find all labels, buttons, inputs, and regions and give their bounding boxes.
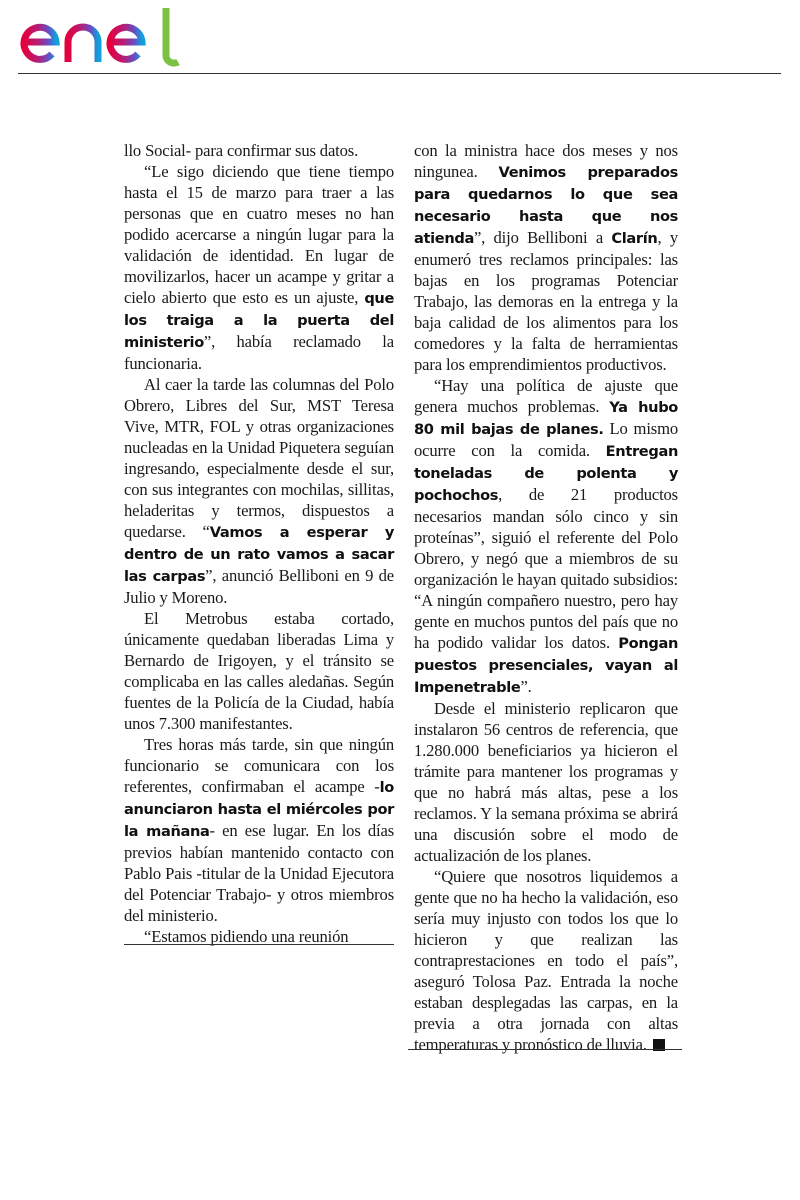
column-end-rule <box>124 944 394 945</box>
highlight-text: Vamos a esperar y dentro de un rato vamos a sacar las carpas <box>124 524 394 585</box>
enel-logo <box>16 2 196 72</box>
highlight-text: Clarín <box>611 230 658 247</box>
paragraph: “Le sigo diciendo que tiene tiempo hasta el 15 de marzo para traer a las personas que en cuatro meses no han podido acercarse a ningún lugar para la validación de identidad. En lugar de movilizarlos, hacer un acampe y gritar a cielo abierto que esto es un ajuste, que los traiga a la puerta del ministerio”, había reclamado la funcionaria. <box>124 162 394 373</box>
paragraph: Desde el ministerio replicaron que instalaron 56 centros de referencia, que 1.280.000 beneficiarios ya hicieron el trámite para mantener los programas y que no habrá más altas, pese a los reclamos. Y la semana próxima se abrirá una discusión sobre el modo de actualización de los planes. <box>414 699 678 865</box>
paragraph: “Hay una política de ajuste que genera muchos problemas. Ya hubo 80 mil bajas de planes. Lo mismo ocurre con la comida. Entregan toneladas de polenta y pochochos, de 21 productos necesarios mandan sólo cinco y sin proteínas”, siguió el referente del Polo Obrero, y negó que a miembros de su organización le hayan quitado subsidios: “A ningún compañero nuestro, pero hay gente en muchos puntos del país que no ha podido validar los datos. Pongan puestos presenciales, vayan al Impenetrable”. <box>414 376 678 696</box>
highlight-text: Pongan puestos presenciales, vayan al Impenetrable <box>414 635 678 696</box>
paragraph: llo Social- para confirmar sus datos. <box>124 141 359 160</box>
highlight-text: lo anunciaron hasta el miércoles por la mañana <box>124 779 394 840</box>
header-rule <box>18 73 781 74</box>
highlight-text: Entregan toneladas de polenta y pochochos <box>414 443 678 504</box>
paragraph: “Estamos pidiendo una reunión <box>144 927 349 946</box>
article-column-left <box>124 140 394 947</box>
paragraph: “Quiere que nosotros liquidemos a gente que no ha hecho la validación, eso sería muy injusto con todos los que lo hicieron y que realizan las contraprestaciones en todo el país”, aseguró Tolosa Paz. Entrada la noche estaban desplegadas las carpas, en la previa a otra jornada con altas temperaturas y pronóstico de lluvia. <box>414 867 678 1054</box>
article-column-right <box>414 140 678 1055</box>
paragraph: Al caer la tarde las columnas del Polo Obrero, Libres del Sur, MST Teresa Vive, MTR, FOL y otras organizaciones nucleadas en la Unidad Piquetera seguían ingresando, especialmente desde el sur, con sus integrantes con mochilas, sillitas, heladeritas y termos, dispuestos a quedarse. “Vamos a esperar y dentro de un rato vamos a sacar las carpas”, anunció Belliboni en 9 de Julio y Moreno. <box>124 375 395 607</box>
paragraph: Tres horas más tarde, sin que ningún funcionario se comunicara con los referentes, confirmaban el acampe -lo anunciaron hasta el miércoles por la mañana- en ese lugar. En los días previos habían mantenido contacto con Pablo Pais -titular de la Unidad Ejecutora del Potenciar Trabajo- y otros miembros del ministerio. <box>124 735 394 925</box>
paragraph: con la ministra hace dos meses y nos ningunea. Venimos preparados para quedarnos lo que sea necesario hasta que nos atienda”, dijo Belliboni a Clarín, y enumeró tres reclamos principales: las bajas en los programas Potenciar Trabajo, las demoras en la entrega y la baja calidad de los alimentos para los comedores y la falta de herramientas para los emprendimientos productivos. <box>414 141 678 374</box>
column-end-rule <box>408 1049 682 1050</box>
paragraph: El Metrobus estaba cortado, únicamente quedaban liberadas Lima y Bernardo de Irigoyen, y el tránsito se complicaba en las calles aledañas. Según fuentes de la Policía de la Ciudad, había unos 7.300 manifestantes. <box>124 609 394 733</box>
highlight-text: Ya hubo 80 mil bajas de planes. <box>414 399 678 438</box>
highlight-text: que los traiga a la puerta del ministerio <box>124 290 394 351</box>
highlight-text: Venimos preparados para quedarnos lo que sea necesario hasta que nos atienda <box>414 164 678 247</box>
